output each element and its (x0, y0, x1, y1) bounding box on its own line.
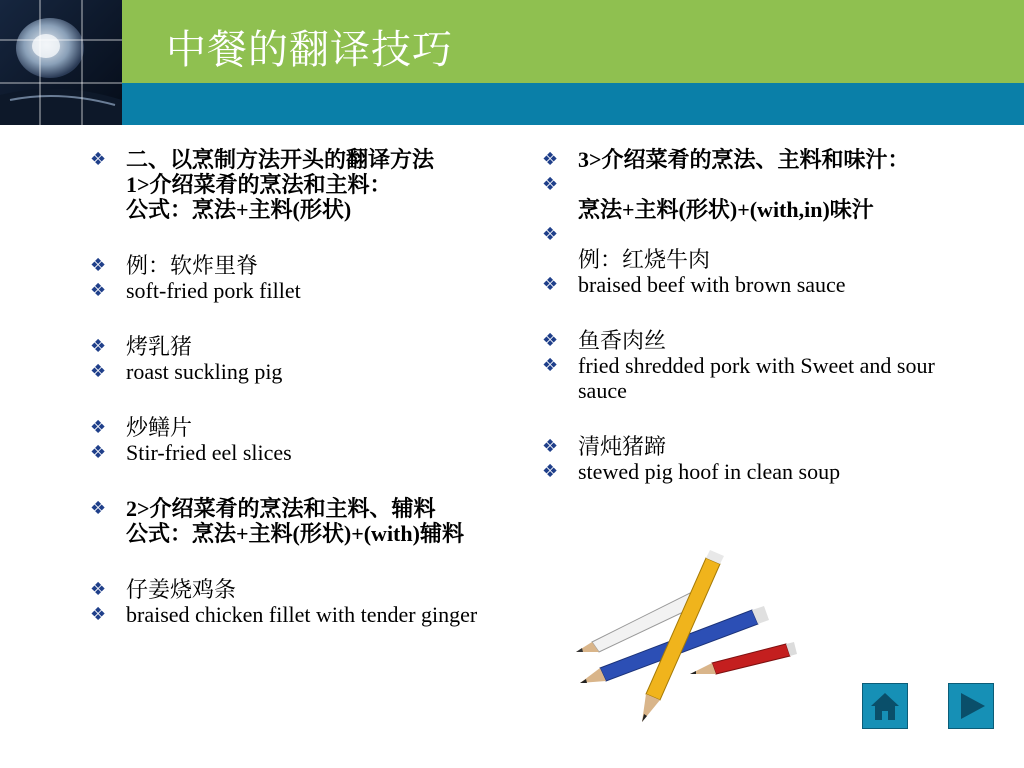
diamond-bullet-icon: ❖ (542, 274, 559, 295)
list-item-text: fried shredded pork with Sweet and sour sauce (578, 353, 935, 403)
list-item (90, 253, 500, 278)
list-item-text: 3>介绍菜肴的烹法、主料和味汁： (578, 147, 910, 172)
list-item (90, 278, 500, 303)
list-item (90, 602, 500, 627)
diamond-bullet-icon: ❖ (90, 336, 107, 357)
left-column (90, 147, 500, 627)
diamond-bullet-icon: ❖ (542, 436, 559, 457)
spacer (90, 222, 500, 253)
diamond-bullet-icon: ❖ (542, 355, 559, 376)
list-item (542, 353, 952, 403)
spacer (542, 403, 952, 434)
list-item (542, 222, 952, 272)
list-item (542, 147, 952, 172)
list-item-text: 二、以烹制方法开头的翻译方法 1>介绍菜肴的烹法和主料： 公式：烹法+主料(形状) (126, 147, 435, 222)
list-item (90, 415, 500, 440)
diamond-bullet-icon: ❖ (90, 255, 107, 276)
list-item-text: 鱼香肉丝 (578, 328, 667, 353)
diamond-bullet-icon: ❖ (542, 149, 559, 170)
list-item-text: 烹法+主料(形状)+(with,in)味汁 (578, 197, 874, 222)
spacer (90, 303, 500, 334)
diamond-bullet-icon: ❖ (90, 280, 107, 301)
play-next-icon (949, 684, 993, 728)
list-item (542, 328, 952, 353)
list-item-text: stewed pig hoof in clean soup (578, 459, 841, 484)
diamond-bullet-icon: ❖ (90, 579, 107, 600)
diamond-bullet-icon: ❖ (90, 417, 107, 438)
list-item-text: braised chicken fillet with tender ginger (126, 602, 478, 627)
blue-band (122, 83, 1024, 125)
spacer (90, 546, 500, 577)
list-item-text: Stir-fried eel slices (126, 440, 292, 465)
list-item-text: 仔姜烧鸡条 (126, 577, 237, 602)
diamond-bullet-icon: ❖ (90, 361, 107, 382)
list-item-text: soft-fried pork fillet (126, 278, 301, 303)
list-item-text: braised beef with brown sauce (578, 272, 846, 297)
diamond-bullet-icon: ❖ (542, 330, 559, 351)
list-item-text: roast suckling pig (126, 359, 283, 384)
spacer (542, 297, 952, 328)
diamond-bullet-icon: ❖ (542, 174, 559, 195)
list-item (90, 359, 500, 384)
diamond-bullet-icon: ❖ (90, 442, 107, 463)
home-icon (863, 684, 907, 728)
right-column (542, 147, 952, 484)
diamond-bullet-icon: ❖ (90, 604, 107, 625)
list-item-text: 炒鳝片 (126, 415, 193, 440)
list-item (542, 172, 952, 222)
diamond-bullet-icon: ❖ (542, 461, 559, 482)
slide-title: 中餐的翻译技巧 (166, 27, 453, 73)
list-item (90, 334, 500, 359)
list-item (90, 147, 500, 222)
spacer (90, 465, 500, 496)
pencils-illustration (572, 548, 812, 728)
diamond-bullet-icon: ❖ (90, 498, 107, 519)
header-car-image (0, 0, 122, 125)
spacer (90, 384, 500, 415)
list-item (542, 459, 952, 484)
list-item (542, 272, 952, 297)
list-item (90, 496, 500, 546)
list-item (90, 577, 500, 602)
list-item-text: 例：红烧牛肉 (578, 247, 711, 272)
list-item-text: 烤乳猪 (126, 334, 193, 359)
list-item-text: 2>介绍菜肴的烹法和主料、辅料 公式：烹法+主料(形状)+(with)辅料 (126, 496, 464, 546)
list-item-text: 清炖猪蹄 (578, 434, 667, 459)
list-item (542, 434, 952, 459)
diamond-bullet-icon: ❖ (542, 224, 559, 245)
list-item (90, 440, 500, 465)
list-item-text: 例：软炸里脊 (126, 253, 259, 278)
home-button[interactable] (862, 683, 908, 729)
diamond-bullet-icon: ❖ (90, 149, 107, 170)
next-slide-button[interactable] (948, 683, 994, 729)
